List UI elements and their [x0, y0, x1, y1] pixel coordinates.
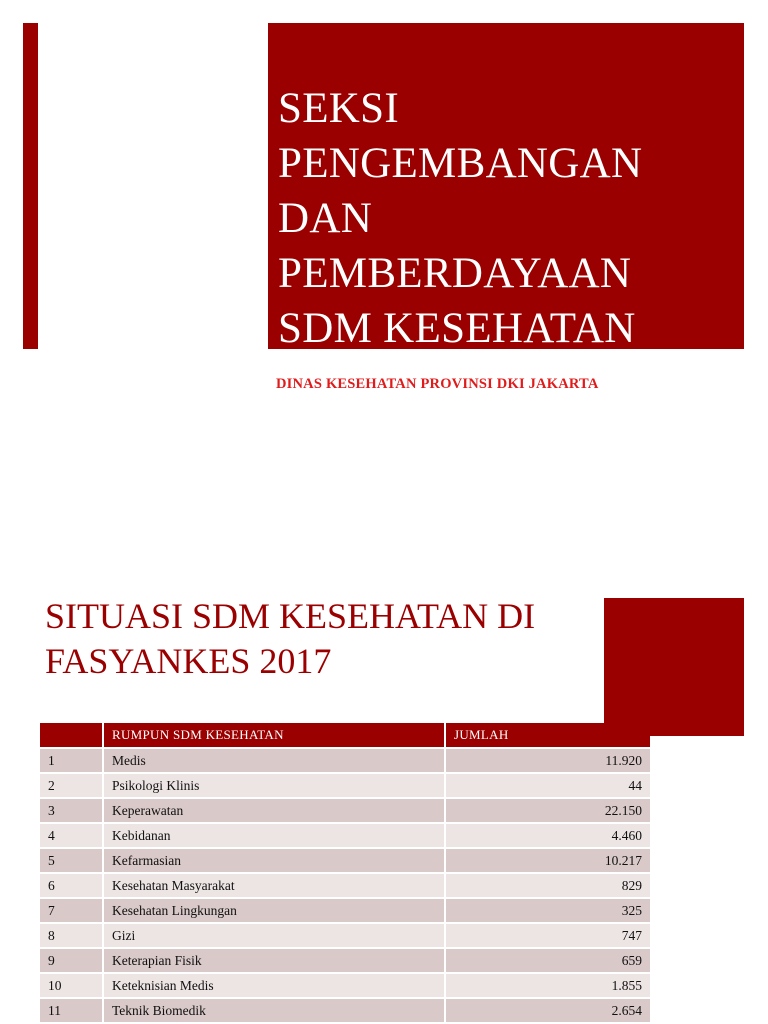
- row-rumpun: Kesehatan Masyarakat: [104, 874, 444, 899]
- row-rumpun: Teknik Biomedik: [104, 999, 444, 1024]
- sdm-table: [38, 723, 652, 1024]
- row-rumpun: Kefarmasian: [104, 849, 444, 874]
- row-rumpun: Psikologi Klinis: [104, 774, 444, 799]
- row-number: 5: [40, 849, 102, 874]
- title-line: PEMBERDAYAAN: [278, 250, 632, 297]
- header-jumlah: JUMLAH: [446, 723, 650, 749]
- left-accent-bar: [23, 23, 38, 349]
- row-jumlah: 659: [446, 949, 650, 974]
- header-no: [40, 723, 102, 749]
- title-line: DAN: [278, 195, 373, 242]
- row-rumpun: Keterapian Fisik: [104, 949, 444, 974]
- table-row: [40, 824, 650, 849]
- row-number: 10: [40, 974, 102, 999]
- title-line: SEKSI: [278, 85, 399, 132]
- row-jumlah: 747: [446, 924, 650, 949]
- header-rumpun: RUMPUN SDM KESEHATAN: [104, 723, 444, 749]
- row-number: 3: [40, 799, 102, 824]
- row-rumpun: Keperawatan: [104, 799, 444, 824]
- table-row: [40, 799, 650, 824]
- row-jumlah: 4.460: [446, 824, 650, 849]
- table-row: [40, 999, 650, 1024]
- row-rumpun: Kesehatan Lingkungan: [104, 899, 444, 924]
- row-jumlah: 11.920: [446, 749, 650, 774]
- table-row: [40, 899, 650, 924]
- row-rumpun: Kebidanan: [104, 824, 444, 849]
- row-number: 7: [40, 899, 102, 924]
- title-line: PENGEMBANGAN: [278, 140, 643, 187]
- row-jumlah: 325: [446, 899, 650, 924]
- row-number: 11: [40, 999, 102, 1024]
- row-number: 1: [40, 749, 102, 774]
- table-row: [40, 949, 650, 974]
- table-header-row: [40, 723, 650, 749]
- title-line: SDM KESEHATAN: [278, 305, 636, 352]
- table-row: [40, 749, 650, 774]
- row-jumlah: 44: [446, 774, 650, 799]
- row-rumpun: Medis: [104, 749, 444, 774]
- table-row: [40, 774, 650, 799]
- table-row: [40, 874, 650, 899]
- table-row: [40, 924, 650, 949]
- table-row: [40, 974, 650, 999]
- slide2-title-line: FASYANKES 2017: [45, 641, 332, 681]
- row-number: 2: [40, 774, 102, 799]
- subtitle: DINAS KESEHATAN PROVINSI DKI JAKARTA: [276, 376, 599, 392]
- row-jumlah: 2.654: [446, 999, 650, 1024]
- row-rumpun: Gizi: [104, 924, 444, 949]
- row-number: 4: [40, 824, 102, 849]
- row-jumlah: 829: [446, 874, 650, 899]
- slide2-title: [45, 594, 605, 684]
- row-number: 8: [40, 924, 102, 949]
- slide2-title-line: SITUASI SDM KESEHATAN DI: [45, 596, 536, 636]
- table-row: [40, 849, 650, 874]
- row-number: 9: [40, 949, 102, 974]
- row-jumlah: 22.150: [446, 799, 650, 824]
- row-jumlah: 10.217: [446, 849, 650, 874]
- row-jumlah: 1.855: [446, 974, 650, 999]
- table-body: [40, 749, 650, 1024]
- accent-square: [604, 598, 744, 736]
- row-number: 6: [40, 874, 102, 899]
- title-box: [268, 23, 744, 352]
- row-rumpun: Keteknisian Medis: [104, 974, 444, 999]
